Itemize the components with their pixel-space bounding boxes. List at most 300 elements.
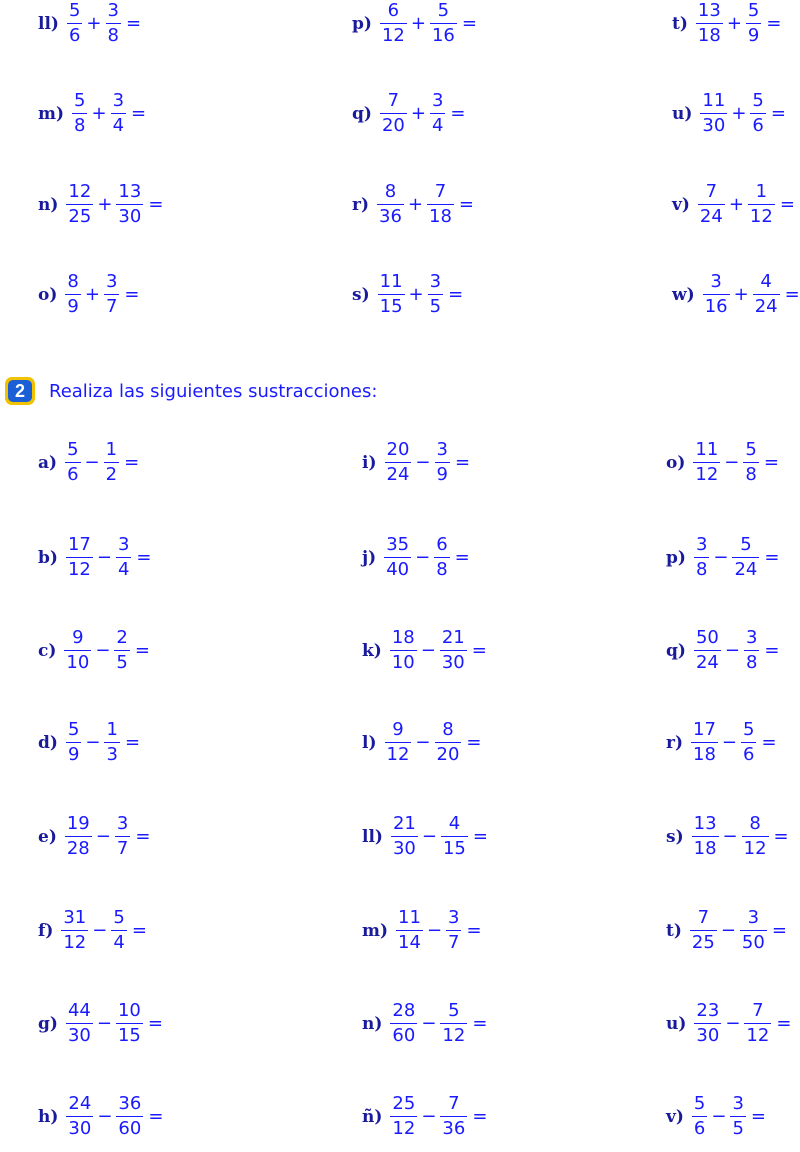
operator: − xyxy=(713,547,729,568)
denominator: 30 xyxy=(118,206,142,227)
numerator: 3 xyxy=(116,813,129,834)
exercise-item xyxy=(672,2,781,45)
numerator: 12 xyxy=(68,181,92,202)
denominator: 12 xyxy=(381,25,405,46)
numerator: 18 xyxy=(391,627,415,648)
denominator: 24 xyxy=(695,652,719,673)
operator: − xyxy=(720,920,736,941)
fraction xyxy=(441,815,468,858)
exercise-item xyxy=(666,629,779,672)
fraction xyxy=(730,1095,745,1138)
exercise-label: p) xyxy=(666,547,686,568)
denominator: 30 xyxy=(441,652,465,673)
numerator: 5 xyxy=(740,534,752,555)
fraction xyxy=(694,536,709,579)
exercise-item xyxy=(362,536,470,579)
fraction xyxy=(66,721,81,764)
fraction xyxy=(385,441,412,484)
numerator: 11 xyxy=(379,271,403,292)
exercise-label: ñ) xyxy=(362,1106,383,1127)
equals-sign: = xyxy=(125,13,142,34)
numerator: 31 xyxy=(63,907,87,928)
numerator: 11 xyxy=(695,439,719,460)
operator: + xyxy=(97,194,113,215)
denominator: 6 xyxy=(68,25,81,46)
equals-sign: = xyxy=(776,1013,792,1034)
numerator: 3 xyxy=(436,439,448,460)
numerator: 3 xyxy=(429,271,442,292)
equals-sign: = xyxy=(784,284,800,305)
exercise-label: d) xyxy=(38,732,58,753)
numerator: 7 xyxy=(752,1000,764,1021)
exercise-label: k) xyxy=(362,640,382,661)
exercise-item xyxy=(38,441,139,484)
operator: + xyxy=(731,103,747,124)
exercise-item xyxy=(362,721,482,764)
numerator: 11 xyxy=(398,907,421,928)
denominator: 30 xyxy=(67,1025,91,1046)
numerator: 3 xyxy=(431,90,444,111)
numerator: 10 xyxy=(117,1000,141,1021)
operator: − xyxy=(722,826,738,847)
denominator: 4 xyxy=(431,115,444,136)
denominator: 7 xyxy=(116,838,129,859)
denominator: 5 xyxy=(732,1118,744,1139)
operator: − xyxy=(96,547,112,568)
equals-sign: = xyxy=(750,1106,767,1127)
numerator: 25 xyxy=(392,1093,416,1114)
denominator: 24 xyxy=(734,559,758,580)
fraction xyxy=(732,536,759,579)
section-2-header xyxy=(5,377,377,405)
equals-sign: = xyxy=(148,1106,164,1127)
denominator: 20 xyxy=(381,115,405,136)
denominator: 4 xyxy=(113,932,125,953)
equals-sign: = xyxy=(773,826,789,847)
exercise-item xyxy=(362,1002,487,1045)
exercise-label: v) xyxy=(666,1106,684,1127)
denominator: 9 xyxy=(747,25,760,46)
denominator: 18 xyxy=(693,744,716,765)
denominator: 28 xyxy=(66,838,90,859)
denominator: 36 xyxy=(442,1118,466,1139)
fraction xyxy=(390,1002,417,1045)
numerator: 6 xyxy=(387,0,400,21)
exercise-label: o) xyxy=(38,284,58,305)
numerator: 3 xyxy=(745,627,758,648)
operator: − xyxy=(84,452,100,473)
denominator: 16 xyxy=(704,296,728,317)
fraction xyxy=(116,536,131,579)
equals-sign: = xyxy=(472,826,488,847)
equals-sign: = xyxy=(148,194,164,215)
exercise-item xyxy=(666,1002,791,1045)
exercise-label: m) xyxy=(362,920,389,941)
exercise-label: f) xyxy=(38,920,54,941)
numerator: 50 xyxy=(695,627,719,648)
section-number: 2 xyxy=(8,380,32,402)
fraction xyxy=(104,721,119,764)
denominator: 40 xyxy=(386,559,410,580)
denominator: 2 xyxy=(105,464,118,485)
denominator: 20 xyxy=(436,744,460,765)
numerator: 1 xyxy=(755,181,768,202)
exercise-label: e) xyxy=(38,826,57,847)
denominator: 24 xyxy=(754,296,778,317)
fraction xyxy=(115,815,130,858)
numerator: 5 xyxy=(68,0,81,21)
equals-sign: = xyxy=(471,640,487,661)
exercise-item xyxy=(38,1095,163,1138)
equals-sign: = xyxy=(764,547,780,568)
denominator: 12 xyxy=(743,838,767,859)
fraction xyxy=(390,1095,417,1138)
numerator: 17 xyxy=(693,719,716,740)
fraction xyxy=(385,721,412,764)
denominator: 3 xyxy=(106,744,118,765)
equals-sign: = xyxy=(134,640,150,661)
numerator: 8 xyxy=(442,719,454,740)
fraction xyxy=(690,909,717,952)
fraction xyxy=(384,536,411,579)
fraction xyxy=(111,909,126,952)
numerator: 3 xyxy=(105,271,118,292)
denominator: 8 xyxy=(695,559,708,580)
numerator: 7 xyxy=(705,181,718,202)
fraction xyxy=(380,2,407,45)
fraction xyxy=(740,909,767,952)
exercise-label: q) xyxy=(666,640,686,661)
exercise-item xyxy=(38,815,150,858)
exercise-label: a) xyxy=(38,452,58,473)
exercise-item xyxy=(666,909,787,952)
fraction xyxy=(67,2,82,45)
denominator: 8 xyxy=(436,559,448,580)
exercise-label: p) xyxy=(352,13,372,34)
equals-sign: = xyxy=(770,103,786,124)
equals-sign: = xyxy=(763,452,779,473)
denominator: 30 xyxy=(696,1025,720,1046)
denominator: 4 xyxy=(112,115,125,136)
numerator: 3 xyxy=(732,1093,744,1114)
operator: − xyxy=(92,920,108,941)
equals-sign: = xyxy=(466,732,482,753)
numerator: 21 xyxy=(441,627,465,648)
operator: + xyxy=(407,194,423,215)
denominator: 6 xyxy=(693,1118,706,1139)
fraction xyxy=(696,2,723,45)
equals-sign: = xyxy=(761,732,777,753)
numerator: 24 xyxy=(68,1093,92,1114)
equals-sign: = xyxy=(466,920,482,941)
numerator: 3 xyxy=(710,271,722,292)
operator: + xyxy=(410,13,426,34)
equals-sign: = xyxy=(454,452,471,473)
numerator: 8 xyxy=(384,181,397,202)
fraction xyxy=(753,273,780,316)
fraction xyxy=(72,92,87,135)
exercise-label: v) xyxy=(672,194,690,215)
equals-sign: = xyxy=(771,920,787,941)
exercise-item xyxy=(38,183,163,226)
fraction xyxy=(741,721,756,764)
exercise-item xyxy=(666,815,789,858)
exercise-label: t) xyxy=(666,920,682,941)
exercise-label: s) xyxy=(352,284,370,305)
fraction xyxy=(744,1002,771,1045)
fraction xyxy=(64,629,91,672)
numerator: 3 xyxy=(117,534,130,555)
exercise-item xyxy=(38,2,141,45)
operator: − xyxy=(421,1013,437,1034)
fraction xyxy=(748,183,775,226)
exercise-item xyxy=(362,629,487,672)
operator: − xyxy=(725,1013,741,1034)
denominator: 16 xyxy=(431,25,455,46)
numerator: 8 xyxy=(749,813,761,834)
exercise-label: q) xyxy=(352,103,372,124)
numerator: 5 xyxy=(74,90,86,111)
denominator: 18 xyxy=(693,838,717,859)
fraction xyxy=(700,92,727,135)
numerator: 3 xyxy=(695,534,708,555)
operator: − xyxy=(85,732,101,753)
operator: − xyxy=(711,1106,727,1127)
operator: − xyxy=(415,547,431,568)
fraction xyxy=(377,183,404,226)
exercise-label: r) xyxy=(666,732,683,753)
numerator: 7 xyxy=(448,1093,460,1114)
exercise-label: u) xyxy=(666,1013,687,1034)
denominator: 9 xyxy=(67,744,80,765)
exercise-item xyxy=(352,92,465,135)
exercise-label: i) xyxy=(362,452,377,473)
fraction xyxy=(391,815,418,858)
exercise-item xyxy=(352,2,477,45)
fraction xyxy=(692,1095,707,1138)
denominator: 12 xyxy=(695,464,719,485)
fraction xyxy=(440,629,467,672)
numerator: 8 xyxy=(67,271,79,292)
numerator: 11 xyxy=(702,90,726,111)
numerator: 36 xyxy=(118,1093,142,1114)
fraction xyxy=(692,815,719,858)
denominator: 12 xyxy=(67,559,91,580)
denominator: 5 xyxy=(116,652,128,673)
fraction xyxy=(694,629,721,672)
operator: − xyxy=(97,1106,113,1127)
equals-sign: = xyxy=(131,920,147,941)
equals-sign: = xyxy=(461,13,477,34)
operator: − xyxy=(96,1013,112,1034)
denominator: 8 xyxy=(107,25,119,46)
exercise-label: m) xyxy=(38,103,65,124)
denominator: 25 xyxy=(68,206,92,227)
fraction xyxy=(104,441,119,484)
denominator: 18 xyxy=(697,25,721,46)
exercise-item xyxy=(362,815,488,858)
operator: − xyxy=(426,920,443,941)
exercise-item xyxy=(38,536,151,579)
exercise-item xyxy=(672,92,786,135)
exercise-item xyxy=(38,92,146,135)
denominator: 15 xyxy=(442,838,466,859)
equals-sign: = xyxy=(766,13,782,34)
operator: − xyxy=(724,640,740,661)
fraction xyxy=(116,1095,143,1138)
fraction xyxy=(378,273,405,316)
fraction xyxy=(744,629,759,672)
numerator: 7 xyxy=(697,907,710,928)
fraction xyxy=(396,909,423,952)
equals-sign: = xyxy=(136,547,152,568)
operator: − xyxy=(421,1106,437,1127)
exercise-label: ll) xyxy=(362,826,383,847)
equals-sign: = xyxy=(147,1013,163,1034)
numerator: 6 xyxy=(436,534,448,555)
denominator: 18 xyxy=(429,206,452,227)
exercise-label: u) xyxy=(672,103,693,124)
denominator: 7 xyxy=(105,296,118,317)
fraction xyxy=(106,2,121,45)
denominator: 7 xyxy=(448,932,460,953)
denominator: 12 xyxy=(392,1118,416,1139)
numerator: 5 xyxy=(747,0,760,21)
numerator: 3 xyxy=(448,907,460,928)
exercise-label: w) xyxy=(672,284,695,305)
exercise-label: ll) xyxy=(38,13,59,34)
denominator: 30 xyxy=(68,1118,92,1139)
operator: + xyxy=(86,13,102,34)
fraction xyxy=(750,92,765,135)
numerator: 20 xyxy=(386,439,410,460)
operator: − xyxy=(415,732,431,753)
fraction xyxy=(428,273,443,316)
equals-sign: = xyxy=(764,640,780,661)
fraction xyxy=(440,1095,467,1138)
numerator: 7 xyxy=(434,181,447,202)
exercise-item xyxy=(666,441,779,484)
exercise-label: l) xyxy=(362,732,377,753)
equals-sign: = xyxy=(448,284,464,305)
exercise-label: t) xyxy=(672,13,688,34)
numerator: 35 xyxy=(386,534,410,555)
equals-sign: = xyxy=(472,1106,488,1127)
operator: − xyxy=(415,452,431,473)
fraction xyxy=(742,815,769,858)
denominator: 5 xyxy=(429,296,442,317)
numerator: 5 xyxy=(67,719,80,740)
denominator: 10 xyxy=(391,652,415,673)
operator: − xyxy=(721,732,737,753)
numerator: 3 xyxy=(107,0,119,21)
equals-sign: = xyxy=(131,103,147,124)
fraction xyxy=(435,721,462,764)
exercise-label: n) xyxy=(362,1013,383,1034)
fraction xyxy=(65,273,80,316)
denominator: 6 xyxy=(743,744,755,765)
fraction xyxy=(61,909,88,952)
numerator: 19 xyxy=(66,813,90,834)
denominator: 60 xyxy=(392,1025,416,1046)
denominator: 12 xyxy=(746,1025,770,1046)
fraction xyxy=(111,92,126,135)
operator: + xyxy=(733,284,749,305)
exercise-label: c) xyxy=(38,640,57,661)
numerator: 23 xyxy=(696,1000,720,1021)
equals-sign: = xyxy=(124,284,140,305)
numerator: 9 xyxy=(392,719,404,740)
exercise-item xyxy=(38,1002,163,1045)
fraction xyxy=(434,536,449,579)
numerator: 5 xyxy=(437,0,450,21)
denominator: 25 xyxy=(691,932,715,953)
fraction xyxy=(746,2,761,45)
fraction xyxy=(427,183,454,226)
denominator: 12 xyxy=(749,206,773,227)
denominator: 50 xyxy=(741,932,765,953)
exercise-item xyxy=(38,721,140,764)
numerator: 1 xyxy=(105,439,118,460)
numerator: 44 xyxy=(67,1000,91,1021)
operator: − xyxy=(724,452,740,473)
denominator: 10 xyxy=(66,652,90,673)
fraction xyxy=(66,536,93,579)
denominator: 6 xyxy=(752,115,764,136)
denominator: 6 xyxy=(67,464,79,485)
denominator: 15 xyxy=(379,296,403,317)
section-instruction: Realiza las siguientes sustracciones: xyxy=(49,380,378,402)
exercise-item xyxy=(362,441,470,484)
numerator: 13 xyxy=(118,181,142,202)
denominator: 14 xyxy=(398,932,421,953)
exercise-item xyxy=(38,629,150,672)
fraction xyxy=(693,441,720,484)
denominator: 12 xyxy=(63,932,87,953)
numerator: 21 xyxy=(392,813,416,834)
numerator: 5 xyxy=(752,90,764,111)
exercise-label: h) xyxy=(38,1106,59,1127)
equals-sign: = xyxy=(124,732,141,753)
fraction xyxy=(698,183,725,226)
numerator: 17 xyxy=(67,534,91,555)
fraction xyxy=(66,1002,93,1045)
exercise-label: o) xyxy=(666,452,686,473)
equals-sign: = xyxy=(450,103,466,124)
operator: + xyxy=(726,13,742,34)
operator: − xyxy=(420,640,436,661)
equals-sign: = xyxy=(124,452,140,473)
fraction xyxy=(435,441,450,484)
equals-sign: = xyxy=(454,547,470,568)
numerator: 13 xyxy=(697,0,721,21)
fraction xyxy=(66,183,93,226)
numerator: 1 xyxy=(106,719,118,740)
numerator: 3 xyxy=(112,90,125,111)
numerator: 4 xyxy=(760,271,772,292)
operator: + xyxy=(410,103,426,124)
fraction xyxy=(65,815,92,858)
denominator: 36 xyxy=(379,206,402,227)
fraction xyxy=(430,2,457,45)
operator: + xyxy=(728,194,744,215)
operator: + xyxy=(84,284,100,305)
exercise-item xyxy=(352,183,474,226)
denominator: 30 xyxy=(702,115,726,136)
numerator: 9 xyxy=(72,627,84,648)
fraction xyxy=(703,273,730,316)
fraction xyxy=(440,1002,467,1045)
